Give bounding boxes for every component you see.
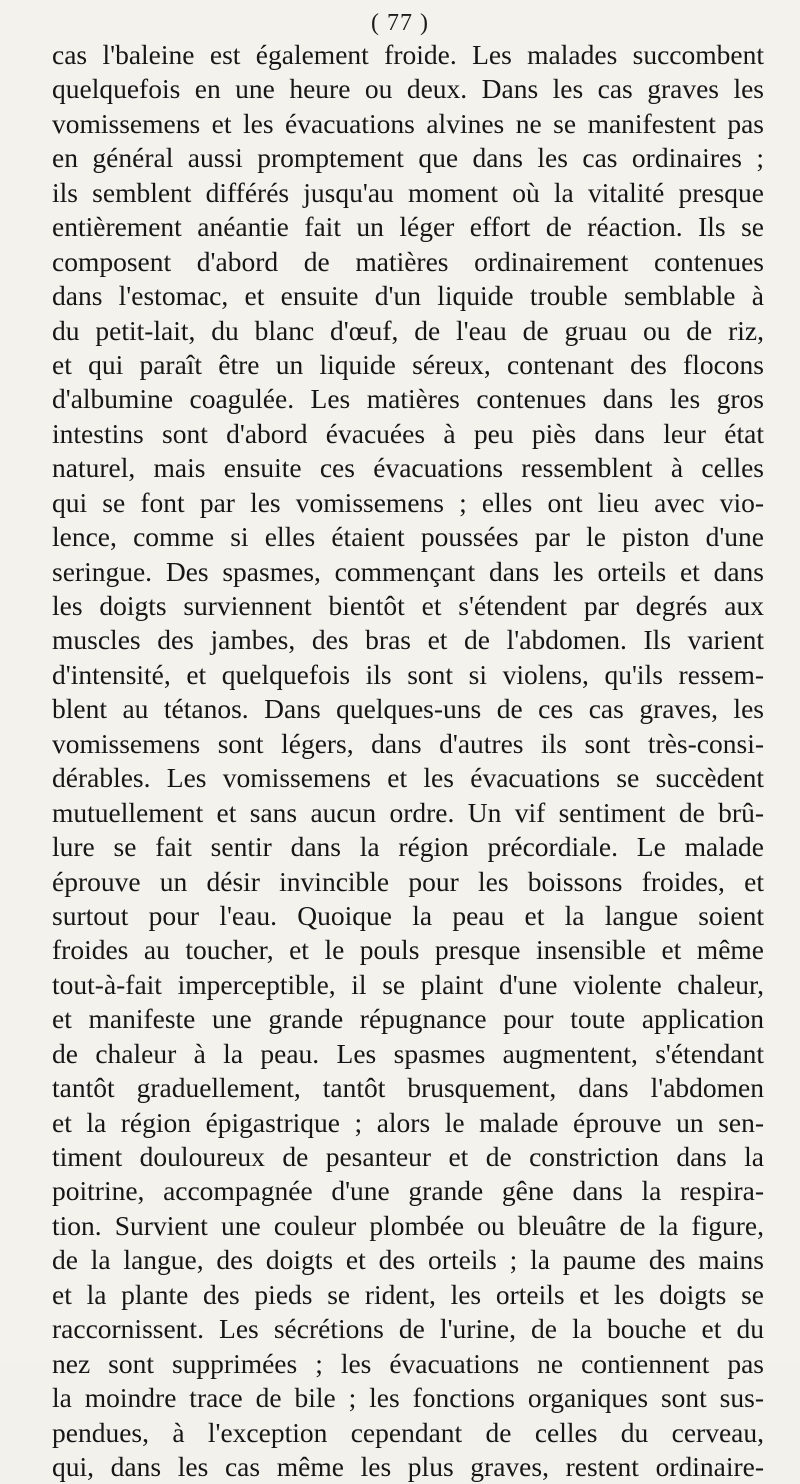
text-line: composent d'abord de matières ordinairement contenues — [52, 245, 764, 277]
text-line: d'intensité, et quelquefois ils sont si violens, qu'ils ressem- — [52, 658, 764, 690]
body-text — [52, 38, 764, 1484]
text-line: de chaleur à la peau. Les spasmes augmentent, s'étendant — [52, 1037, 764, 1069]
text-line: vomissemens sont légers, dans d'autres ils sont très-consi- — [52, 727, 764, 759]
page-number: ( 77 ) — [371, 10, 429, 36]
text-line: tout-à-fait imperceptible, il se plaint d'une violente chaleur, — [52, 968, 764, 1000]
text-line: éprouve un désir invincible pour les boissons froides, et — [52, 865, 764, 897]
text-line: et manifeste une grande répugnance pour toute application — [52, 1003, 764, 1035]
text-line: mutuellement et sans aucun ordre. Un vif sentiment de brû- — [52, 796, 764, 828]
text-line: du petit-lait, du blanc d'œuf, de l'eau de gruau ou de riz, — [52, 314, 764, 346]
text-line: la moindre trace de bile ; les fonctions organiques sont sus- — [52, 1382, 764, 1414]
text-line: tion. Survient une couleur plombée ou bleuâtre de la figure, — [52, 1209, 764, 1241]
text-line: d'albumine coagulée. Les matières contenues dans les gros — [52, 383, 764, 415]
text-line: muscles des jambes, des bras et de l'abdomen. Ils varient — [52, 624, 764, 656]
text-line: les doigts surviennent bientôt et s'étendent par degrés aux — [52, 590, 764, 621]
text-line: ils semblent différés jusqu'au moment où la vitalité presque — [52, 176, 764, 208]
text-line: cas l'baleine est également froide. Les malades succombent — [52, 39, 764, 70]
text-line: lure se fait sentir dans la région précordiale. Le malade — [52, 831, 764, 863]
text-line: intestins sont d'abord évacuées à peu piès dans leur état — [52, 417, 764, 449]
text-line: et la région épigastrique ; alors le malade éprouve un sen- — [52, 1106, 764, 1138]
text-line: nez sont supprimées ; les évacuations ne contiennent pas — [52, 1347, 764, 1379]
text-line: seringue. Des spasmes, commençant dans les orteils et dans — [52, 555, 764, 587]
text-line: surtout pour l'eau. Quoique la peau et la langue soient — [52, 899, 764, 931]
text-line: vomissemens et les évacuations alvines ne se manifestent pas — [52, 107, 764, 139]
text-line: naturel, mais ensuite ces évacuations ressemblent à celles — [52, 452, 764, 484]
text-line: qui se font par les vomissemens ; elles ont lieu avec vio- — [52, 486, 764, 518]
text-line: blent au tétanos. Dans quelques-uns de ces cas graves, les — [52, 693, 764, 725]
text-line: tantôt graduellement, tantôt brusquement, dans l'abdomen — [52, 1072, 764, 1104]
text-line: dérables. Les vomissemens et les évacuations se succèdent — [52, 762, 764, 794]
text-line: pendues, à l'exception cependant de celles du cerveau, — [52, 1416, 764, 1448]
text-line: raccornissent. Les sécrétions de l'urine, de la bouche et du — [52, 1313, 764, 1345]
text-line: en général aussi promptement que dans les cas ordinaires ; — [52, 142, 764, 174]
text-line: de la langue, des doigts et des orteils ; la paume des mains — [52, 1244, 764, 1276]
text-line: et qui paraît être un liquide séreux, contenant des flocons — [52, 348, 764, 380]
text-line: qui, dans les cas même les plus graves, restent ordinaire- — [52, 1450, 764, 1482]
text-line: quelquefois en une heure ou deux. Dans les cas graves les — [52, 73, 764, 105]
text-line: et la plante des pieds se rident, les orteils et les doigts se — [52, 1278, 764, 1310]
text-line: entièrement anéantie fait un léger effort de réaction. Ils se — [52, 211, 764, 243]
text-line: timent douloureux de pesanteur et de constriction dans la — [52, 1141, 764, 1172]
text-line: froides au toucher, et le pouls presque insensible et même — [52, 934, 764, 966]
text-line: poitrine, accompagnée d'une grande gêne dans la respira- — [52, 1175, 764, 1207]
text-line: lence, comme si elles étaient poussées par le piston d'une — [52, 521, 764, 553]
text-line: dans l'estomac, et ensuite d'un liquide trouble semblable à — [52, 280, 764, 312]
